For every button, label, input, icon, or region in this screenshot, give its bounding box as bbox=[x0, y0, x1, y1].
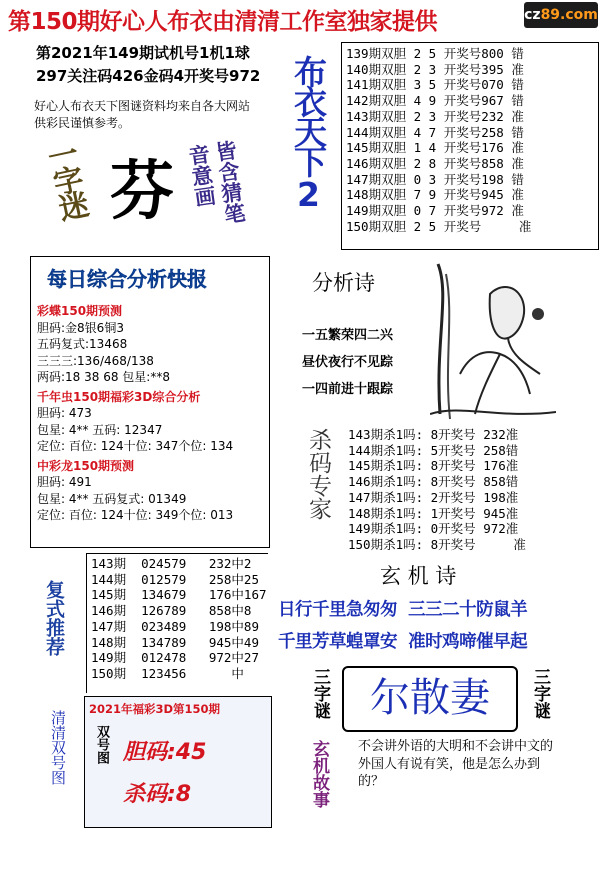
disclaimer-line-1: 好心人布衣天下图谜资料均来自各大网站 bbox=[34, 99, 251, 113]
poem-line: 一五繁荣四二兴 bbox=[302, 328, 394, 343]
result-hit-mark: 准 bbox=[505, 427, 519, 442]
story-label: 玄机故事 bbox=[309, 740, 329, 808]
xuanji-line: 日行千里急匆匆 三三二十防鼠羊 bbox=[278, 600, 528, 620]
result-miss-mark: 错 bbox=[511, 46, 524, 61]
zimi-panel bbox=[276, 666, 598, 736]
poem-line: 昼伏夜行不见踪 bbox=[302, 355, 394, 370]
analysis-panel bbox=[30, 256, 270, 548]
forecast-qiannianchong-line: 定位: 百位: 124十位: 347个位: 134 bbox=[37, 439, 234, 453]
forecast-caidie-line: 两码:18 38 68 包星:**8 bbox=[37, 370, 170, 384]
xuanji-poem bbox=[278, 594, 596, 664]
result-hit-mark: 准 bbox=[513, 536, 526, 552]
qingqing-side: 双号图 bbox=[94, 725, 109, 764]
watermark-prefix: cz bbox=[524, 7, 541, 23]
result-miss-mark: 错 bbox=[511, 171, 524, 187]
fushi-row: 150期 123456 中 bbox=[91, 665, 244, 681]
shuangdan-table bbox=[341, 42, 599, 250]
shama-row: 150期杀1吗: 8开奖号 准 bbox=[348, 536, 526, 552]
result-hit-mark: 准 bbox=[511, 203, 524, 219]
fushi-row: 148期 134789 945中49 bbox=[91, 634, 259, 650]
shama-row: 147期杀1吗: 2开奖号 198准 bbox=[348, 489, 519, 505]
result-hit-mark: 准 bbox=[505, 489, 519, 505]
shuangdan-row: 147期双胆 0 3 开奖号198 错 bbox=[346, 171, 524, 187]
brand-vertical: 布衣天下2 bbox=[289, 55, 328, 211]
shuangdan-row: 141期双胆 3 5 开奖号070 错 bbox=[346, 77, 524, 93]
xuanji-line: 千里芳草蝗罩安 准时鸡啼催早起 bbox=[278, 632, 528, 652]
sketch-illustration bbox=[430, 254, 556, 422]
story-text: 不会讲外语的大明和不会讲中文的外国人有说有笑，他是怎么办到的？ bbox=[358, 739, 554, 789]
result-hit-mark: 准 bbox=[505, 521, 519, 537]
forecast-caidie-line: 胆码:金8银6铜3 bbox=[37, 320, 124, 335]
qingqing-label: 清清双号图 bbox=[49, 710, 67, 785]
poem-line: 一四前进十跟踪 bbox=[302, 382, 394, 397]
shuangdan-row: 146期双胆 2 8 开奖号858 准 bbox=[346, 155, 524, 171]
shuangdan-row: 142期双胆 4 9 开奖号967 错 bbox=[346, 93, 524, 109]
result-miss-mark: 错 bbox=[505, 442, 519, 458]
shuangdan-row: 144期双胆 4 7 开奖号258 错 bbox=[346, 124, 524, 140]
result-miss-mark: 错 bbox=[511, 77, 524, 93]
poem-title: 分析诗 bbox=[312, 271, 375, 295]
trial-line-1: 第2021年149期试机号1机1球 bbox=[36, 44, 250, 62]
xuanji-title: 玄 机 诗 bbox=[380, 564, 457, 588]
fushi-row: 149期 012478 972中27 bbox=[91, 650, 259, 666]
zimi-answer: 尔散妻 bbox=[370, 675, 490, 721]
result-miss-mark: 错 bbox=[505, 474, 519, 490]
result-miss-mark: 错 bbox=[511, 93, 524, 109]
disclaimer bbox=[34, 98, 250, 132]
shuangdan-row: 143期双胆 2 3 开奖号232 准 bbox=[346, 108, 524, 124]
fushi-table bbox=[86, 553, 268, 693]
shuangdan-rows bbox=[346, 46, 531, 234]
qingqing-box-title: 2021年福彩3D第150期 bbox=[89, 702, 221, 716]
forecast-qiannianchong-title: 千年虫150期福彩3D综合分析 bbox=[37, 389, 201, 404]
watermark-suffix: 89.com bbox=[540, 7, 598, 23]
fushi-row: 145期 134679 176中167 bbox=[91, 587, 267, 603]
result-hit-mark: 准 bbox=[511, 140, 524, 156]
forecast-caidie-title: 彩蝶150期预测 bbox=[37, 304, 123, 318]
shama-label: 杀码专家 bbox=[305, 428, 331, 520]
fushi-label: 复式推荐 bbox=[43, 580, 65, 656]
shuangdan-row: 148期双胆 7 9 开奖号945 准 bbox=[346, 187, 524, 203]
shuangdan-row: 150期双胆 2 5 开奖号 准 bbox=[346, 218, 532, 234]
qingqing-dan: 胆码:45 bbox=[123, 740, 207, 765]
riddle-character: 芬 bbox=[110, 154, 174, 229]
forecast-zhongcailong-line: 胆码: 491 bbox=[37, 475, 92, 489]
result-hit-mark: 准 bbox=[511, 61, 524, 77]
analysis-body bbox=[37, 303, 269, 524]
fushi-rows bbox=[91, 556, 267, 682]
poem-illustration bbox=[430, 254, 556, 422]
shama-row: 143期杀1吗: 8开奖号 232准 bbox=[348, 427, 519, 442]
forecast-caidie-line: 三三三:136/468/138 bbox=[37, 353, 154, 368]
zimi-left-label: 三字谜 bbox=[310, 668, 330, 719]
fushi-row: 143期 024579 232中2 bbox=[91, 556, 252, 571]
page-title-bar bbox=[0, 0, 600, 36]
riddle-panel bbox=[30, 134, 280, 252]
page-title: 第150期好心人布衣由清清工作室独家提供 bbox=[8, 9, 438, 35]
qingqing-box bbox=[84, 696, 272, 828]
result-hit-mark: 准 bbox=[505, 505, 519, 521]
result-hit-mark: 准 bbox=[511, 108, 524, 124]
shama-row: 146期杀1吗: 8开奖号 858错 bbox=[348, 474, 519, 490]
poem-lines bbox=[302, 322, 393, 403]
riddle-hint bbox=[185, 138, 282, 248]
result-miss-mark: 错 bbox=[511, 124, 524, 140]
disclaimer-line-2: 供彩民谨慎参考。 bbox=[34, 116, 131, 130]
shuangdan-row: 145期双胆 1 4 开奖号176 准 bbox=[346, 140, 524, 156]
qingqing-sha: 杀码:8 bbox=[123, 782, 192, 807]
riddle-hint-text: 皆含猜笔音意画 bbox=[185, 138, 248, 226]
trial-line-2: 297关注码426金码4开奖号972 bbox=[36, 67, 261, 85]
zimi-answer-box bbox=[342, 666, 518, 732]
forecast-caidie-line: 五码复式:13468 bbox=[37, 337, 128, 351]
riddle-type-label: 一字迷 bbox=[39, 137, 90, 221]
shama-row: 145期杀1吗: 8开奖号 176准 bbox=[348, 458, 519, 474]
result-hit-mark: 准 bbox=[511, 187, 524, 203]
forecast-qiannianchong-line: 包星: 4** 五码: 12347 bbox=[37, 422, 163, 437]
shama-table bbox=[342, 424, 558, 554]
forecast-zhongcailong-line: 定位: 百位: 124十位: 349个位: 013 bbox=[37, 508, 234, 522]
forecast-qiannianchong-line: 胆码: 473 bbox=[37, 406, 92, 420]
forecast-zhongcailong-line: 包星: 4** 五码复式: 01349 bbox=[37, 491, 187, 506]
shuangdan-row: 139期双胆 2 5 开奖号800 错 bbox=[346, 46, 524, 61]
zimi-right-label: 三字谜 bbox=[530, 668, 550, 719]
analysis-heading: 每日综合分析快报 bbox=[47, 267, 207, 291]
result-hit-mark: 准 bbox=[511, 155, 524, 171]
fushi-row: 146期 126789 858中8 bbox=[91, 603, 252, 619]
shuangdan-row: 140期双胆 2 3 开奖号395 准 bbox=[346, 61, 524, 77]
fushi-row: 144期 012579 258中25 bbox=[91, 571, 259, 587]
shama-row: 149期杀1吗: 0开奖号 972准 bbox=[348, 521, 519, 537]
result-hit-mark: 准 bbox=[505, 458, 519, 474]
site-watermark bbox=[524, 2, 598, 28]
forecast-zhongcailong-title: 中彩龙150期预测 bbox=[37, 458, 135, 473]
result-hit-mark: 准 bbox=[518, 218, 532, 234]
shama-row: 148期杀1吗: 1开奖号 945准 bbox=[348, 505, 519, 521]
shama-row: 144期杀1吗: 5开奖号 258错 bbox=[348, 442, 519, 458]
shuangdan-row: 149期双胆 0 7 开奖号972 准 bbox=[346, 203, 524, 219]
shama-rows bbox=[348, 427, 526, 553]
fushi-row: 147期 023489 198中89 bbox=[91, 618, 259, 634]
